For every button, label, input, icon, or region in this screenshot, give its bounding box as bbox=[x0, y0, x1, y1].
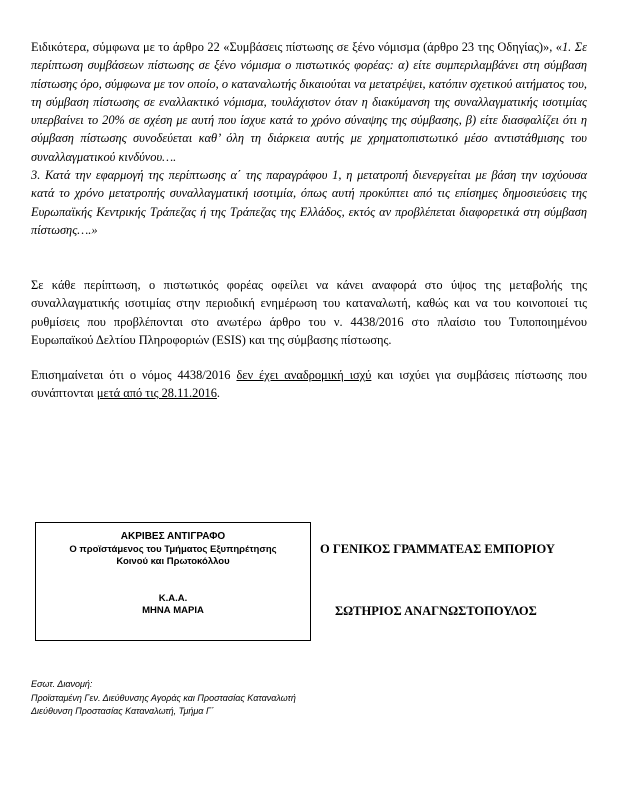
date-underlined: μετά από τις 28.11.2016 bbox=[96, 386, 217, 401]
distribution-line-1: Προϊσταμένη Γεν. Διεύθυνσης Αγοράς και Προστασίας Καταναλωτή bbox=[31, 692, 296, 703]
stamp-line-1: Ο προϊστάμενος του Τμήματος Εξυπηρέτησης bbox=[69, 543, 277, 555]
article-quote-point-3: 3. Κατά την εφαρμογή της περίπτωσης α΄ της παραγράφου 1, η μετατροπή διενεργείται με βάση την ισχύουσα κατά το χρόνο μετατροπής συναλλαγματική ισοτιμία, όπως αυτή προκύπτει από τις επίσημες δημοσιεύσεις της Ευρωπαϊκής Κεντρικής Τράπεζας ή της Τράπεζας της Ελλάδος, εκτός αν προβλέπεται διαφορετικά στη σύμβαση πίστωσης….» bbox=[31, 168, 587, 237]
law-text-b: και ισχύει για συμβάσεις πίστωσης που συνάπτονται bbox=[31, 368, 588, 401]
article-intro: Ειδικότερα, σύμφωνα με το άρθρο 22 «Συμβάσεις πίστωσης σε ξένο νόμισμα (άρθρο 23 της Οδηγίας)», « bbox=[31, 40, 562, 54]
article-quote-point-1: 1. Σε περίπτωση συμβάσεων πίστωσης σε ξένο νόμισμα ο πιστωτικός φορέας: α) είτε συμπεριλαμβάνει στη σύμβαση πίστωσης όρο, σύμφωνα με τον οποίο, ο καταναλωτής δικαιούται να μετατρέψει, κατόπιν σχετικού αιτήματος του, τη σύμβαση πίστωσης σε εναλλακτικό νόμισμα, τουλάχιστον όταν η διακύμανση της συναλλαγματικής ισοτιμίας υπερβαίνει το 20% σε σχέση με αυτή που ίσχυε κατά το χρόνο σύναψης της σύμβασης, β) είτε διασφαλίζει ότι η σύμβαση πίστωσης συνοδεύεται καθ’ όλη τη διάρκεια αυτής με χρηματοπιστωτικό μέσο αντιστάθμισης του συναλλαγματικού κινδύνου…. bbox=[31, 40, 587, 164]
signatory-name: ΣΩΤΗΡΙΟΣ ΑΝΑΓΝΩΣΤΟΠΟΥΛΟΣ bbox=[335, 604, 537, 618]
stamp-name: ΜΗΝΑ ΜΑΡΙΑ bbox=[142, 605, 204, 616]
signatory-role: Ο ΓΕΝΙΚΟΣ ΓΡΑΜΜΑΤΕΑΣ ΕΜΠΟΡΙΟΥ bbox=[320, 542, 555, 556]
paragraph-law-validity bbox=[31, 366, 587, 403]
distribution-line-2: Διεύθυνση Προστασίας Καταναλωτή, Τμήμα Γ΄ bbox=[31, 706, 215, 716]
no-retroactive-underlined: δεν έχει αναδρομική ισχύ bbox=[236, 368, 372, 382]
distribution-heading: Εσωτ. Διανομή: bbox=[31, 679, 93, 689]
reporting-text: Σε κάθε περίπτωση, ο πιστωτικός φορέας οφείλει να κάνει αναφορά στο ύψος της μεταβολής της συναλλαγματικής ισοτιμίας στην περιοδική ενημέρωση του καταναλωτή, καθώς και να του κοινοποιεί τις ρυθμίσεις που προβλέπονται στο ανωτέρω άρθρο του ν. 4438/2016 στο πλαίσιο του Τυποποιημένου Ευρωπαϊκού Δελτίου Πληροφοριών (ESIS) και της σύμβασης πίστωσης. bbox=[31, 278, 587, 347]
internal-distribution bbox=[31, 678, 296, 719]
law-text-a: Επισημαίνεται ότι ο νόμος 4438/2016 bbox=[31, 368, 237, 382]
stamp-line-2: Κοινού και Πρωτοκόλλου bbox=[116, 556, 230, 567]
certified-copy-stamp bbox=[35, 522, 311, 641]
stamp-kaa: Κ.Α.Α. bbox=[158, 592, 188, 604]
paragraph-article-22 bbox=[31, 38, 587, 239]
law-text-c: . bbox=[216, 386, 221, 401]
stamp-title: ΑΚΡΙΒΕΣ ΑΝΤΙΓΡΑΦΟ bbox=[120, 531, 226, 542]
paragraph-reporting-obligation bbox=[31, 276, 587, 349]
